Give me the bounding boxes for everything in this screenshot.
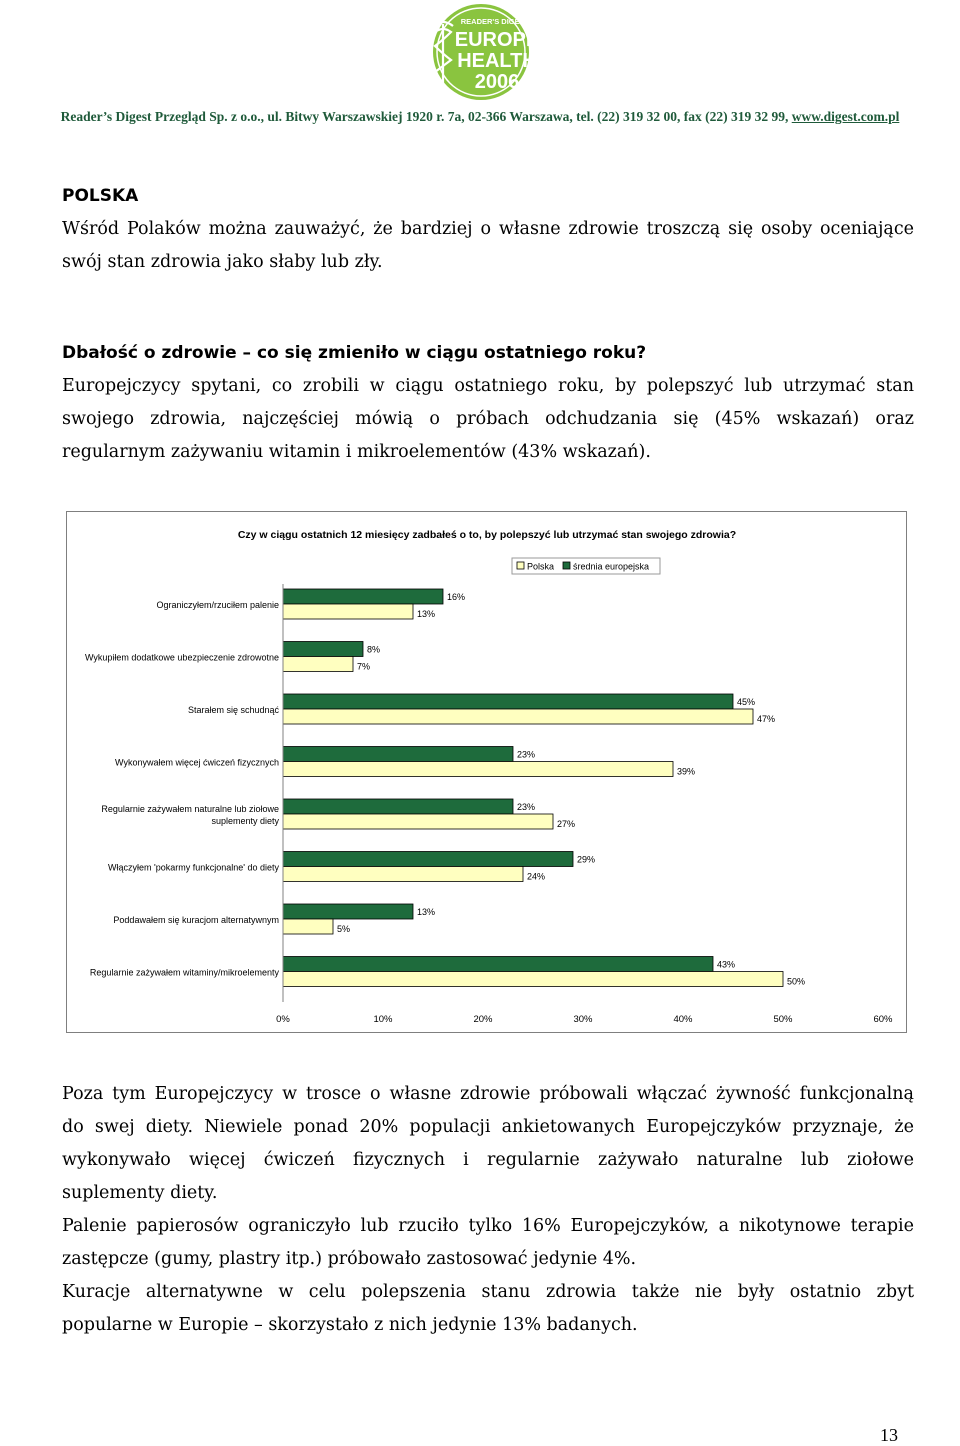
- europe-health-logo: [415, 2, 547, 102]
- data-label-europe: 45%: [737, 697, 756, 707]
- bar-polska: [283, 972, 783, 987]
- data-label-polska: 7%: [357, 661, 371, 672]
- data-label-polska: 50%: [787, 976, 806, 987]
- bar-europe: [283, 694, 733, 709]
- paragraph-line: regularnym zażywaniu witamin i mikroelementów (43% wskazań).: [62, 442, 651, 462]
- bar-europe: [283, 642, 363, 657]
- bar-europe: [283, 747, 513, 762]
- paragraph-line: Wśród Polaków można zauważyć, że bardziej o własne zdrowie troszczą się osoby oceniające: [62, 219, 914, 239]
- bar-polska: [283, 762, 673, 777]
- data-label-europe: 29%: [577, 854, 596, 865]
- category-label: Włączyłem 'pokarmy funkcjonalne' do diety: [107, 862, 279, 873]
- bar-polska: [283, 657, 353, 672]
- section-summary: [62, 1078, 914, 1342]
- category-label: Starałem się schudnąć: [187, 705, 279, 715]
- category-label: suplementy diety: [211, 816, 279, 826]
- data-label-polska: 24%: [527, 871, 546, 882]
- data-label-polska: 47%: [757, 714, 776, 724]
- data-label-europe: 23%: [517, 802, 536, 812]
- section-polska: [62, 180, 914, 279]
- x-tick-label: 10%: [373, 1014, 393, 1025]
- chart-title: Czy w ciągu ostatnich 12 miesięcy zadbałeś o to, by polepszyć lub utrzymać stan swojego zdrowia?: [237, 529, 737, 541]
- data-label-polska: 27%: [557, 819, 576, 829]
- bar-polska: [283, 814, 553, 829]
- logo-line1: READER'S DIGEST: [460, 17, 530, 26]
- category-label: Poddawałem się kuracjom alternatywnym: [113, 915, 279, 925]
- publisher-address: [0, 109, 960, 125]
- bar-polska: [283, 709, 753, 724]
- data-label-europe: 23%: [517, 749, 536, 760]
- category-label: Ograniczyłem/rzuciłem palenie: [156, 600, 279, 610]
- paragraph-line: popularne w Europie – skorzystało z nich jedynie 13% badanych.: [62, 1315, 638, 1335]
- section-title-polska: POLSKA: [62, 186, 139, 206]
- data-label-europe: 43%: [717, 959, 736, 970]
- category-label: Wykonywałem więcej ćwiczeń fizycznych: [115, 757, 279, 768]
- paragraph-line: swojego zdrowia, najczęściej mówią o próbach odchudzania się (45% wskazań) oraz: [62, 409, 914, 429]
- paragraph-line: do swej diety. Niewiele ponad 20% populacji ankietowanych Europejczyków przyznaje, że: [62, 1117, 914, 1137]
- legend-swatch: [517, 562, 524, 569]
- bar-polska: [283, 919, 333, 934]
- page-number: 13: [880, 1425, 898, 1445]
- logo-line2: EUROPE: [454, 29, 540, 51]
- x-tick-label: 0%: [276, 1014, 290, 1025]
- paragraph-line: zastępcze (gumy, plastry itp.) próbowało zastosować jedynie 4%.: [62, 1249, 637, 1269]
- data-label-polska: 5%: [337, 924, 351, 934]
- bar-europe: [283, 904, 413, 919]
- paragraph-line: Europejczycy spytani, co zrobili w ciągu ostatniego roku, by polepszyć lub utrzymać stan: [62, 376, 914, 396]
- data-label-europe: 8%: [367, 644, 381, 655]
- paragraph-line: suplementy diety.: [62, 1183, 218, 1203]
- bar-europe: [283, 799, 513, 814]
- data-label-polska: 39%: [677, 766, 696, 777]
- logo-line4: 2006: [474, 71, 520, 93]
- chart-canvas: [67, 512, 908, 1034]
- section-title-dbalosc: Dbałość o zdrowie – co się zmieniło w ciągu ostatniego roku?: [62, 343, 647, 363]
- legend-swatch: [563, 562, 570, 569]
- paragraph-line: swój stan zdrowia jako słaby lub zły.: [62, 252, 383, 272]
- paragraph-line: wykonywało więcej ćwiczeń fizycznych i regularnie zażywało naturalne lub ziołowe: [62, 1150, 914, 1170]
- category-label: Regularnie zażywałem witaminy/mikroelementy: [89, 967, 279, 978]
- paragraph-line: Palenie papierosów ograniczyło lub rzuciło tylko 16% Europejczyków, a nikotynowe terapie: [62, 1216, 914, 1236]
- legend-label: Polska: [527, 561, 555, 572]
- paragraph-line: Kuracje alternatywne w celu polepszenia stanu zdrowia także nie były ostatnio zbyt: [62, 1282, 914, 1302]
- data-label-europe: 13%: [417, 907, 436, 917]
- logo-line3: HEALTH: [457, 50, 537, 72]
- category-label: Wykupiłem dodatkowe ubezpieczenie zdrowotne: [84, 652, 279, 663]
- bar-polska: [283, 867, 523, 882]
- category-label: Regularnie zażywałem naturalne lub ziołowe: [101, 804, 279, 814]
- legend-label: średnia europejska: [573, 561, 650, 572]
- data-label-europe: 16%: [447, 592, 466, 602]
- health-actions-chart: [66, 511, 907, 1033]
- publisher-website-link[interactable]: www.digest.com.pl: [791, 109, 900, 124]
- bar-europe: [283, 957, 713, 972]
- x-tick-label: 40%: [673, 1014, 693, 1025]
- section-dbalosc: [62, 337, 914, 469]
- x-tick-label: 50%: [773, 1014, 793, 1025]
- bar-europe: [283, 852, 573, 867]
- data-label-polska: 13%: [417, 609, 436, 619]
- bar-polska: [283, 604, 413, 619]
- publisher-address-text: Reader’s Digest Przegląd Sp. z o.o., ul. Bitwy Warszawskiej 1920 r. 7a, 02-366 Warszawa, tel. (22) 319 32 00, fax (22) 319 32 99,: [60, 109, 789, 124]
- bar-europe: [283, 589, 443, 604]
- x-tick-label: 30%: [573, 1014, 593, 1025]
- x-tick-label: 60%: [873, 1014, 893, 1025]
- x-tick-label: 20%: [473, 1014, 493, 1025]
- paragraph-line: Poza tym Europejczycy w trosce o własne zdrowie próbowali włączać żywność funkcjonalną: [62, 1084, 914, 1104]
